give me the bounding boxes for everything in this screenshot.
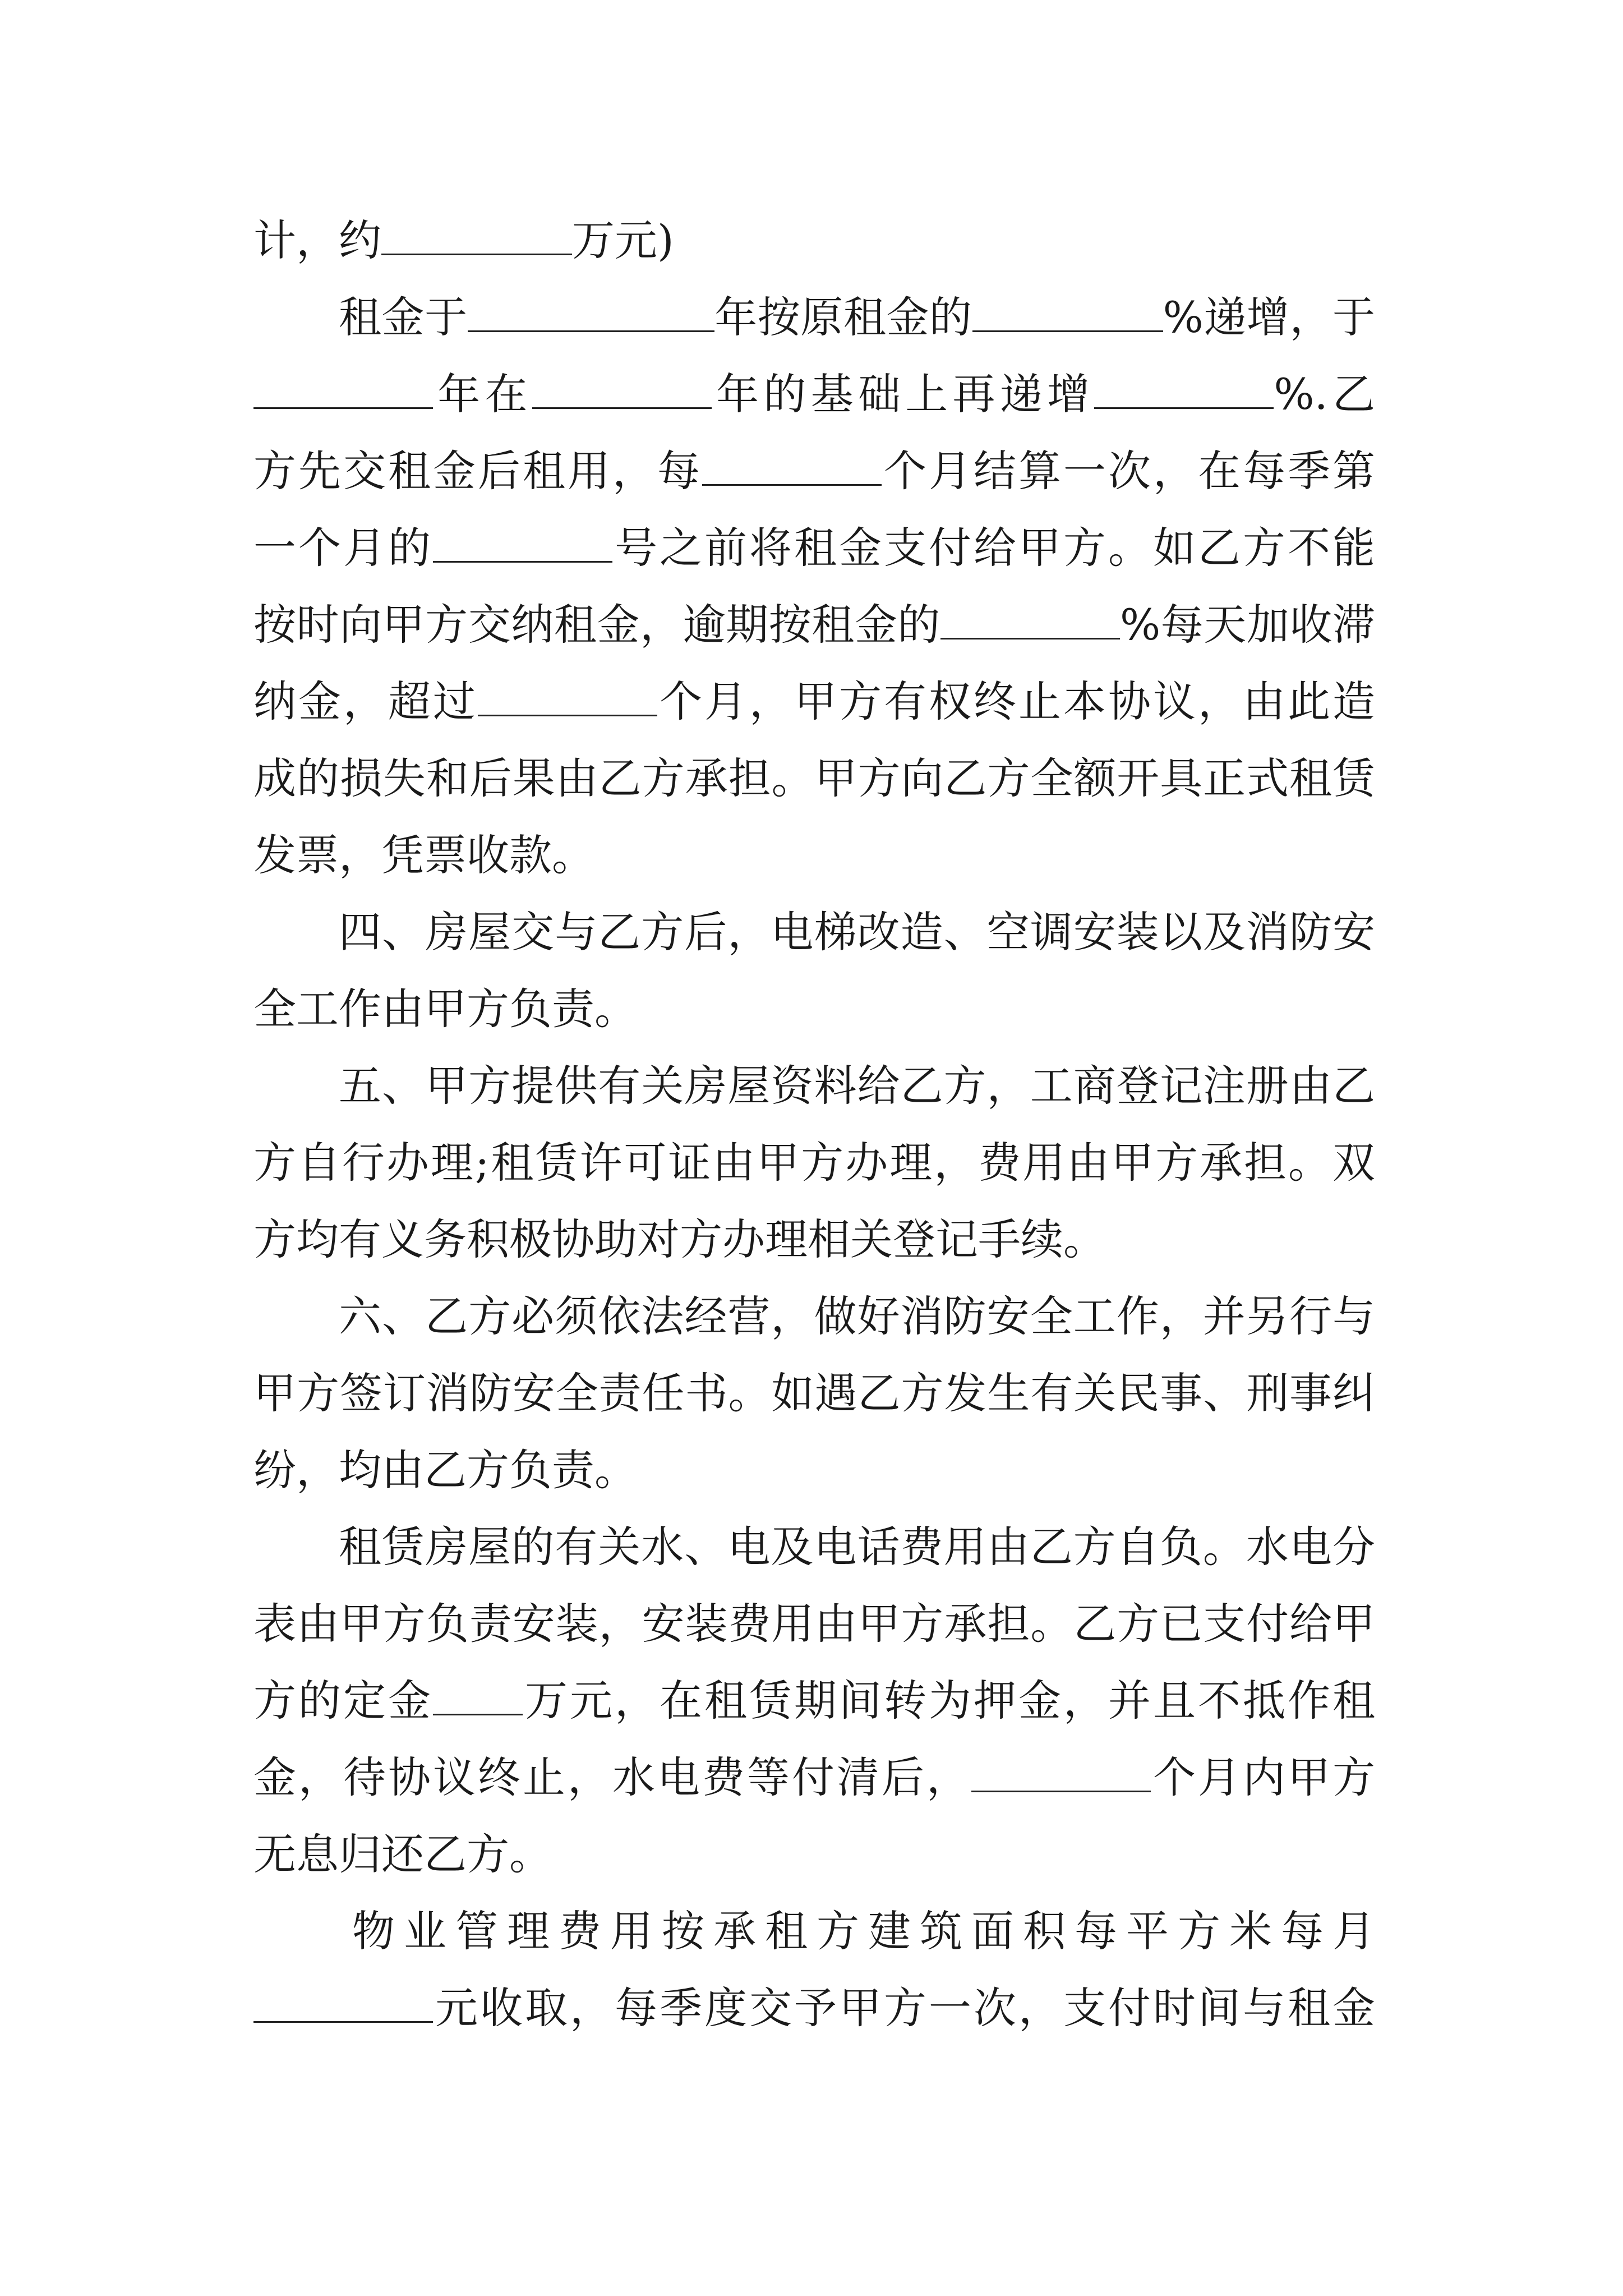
text-line: 租赁房屋的有关水、电及电话费用由乙方自负。水电分 [339,1522,1375,1572]
text-line: 物业管理费用按承租方建筑面积每平方米每月 [352,1906,1375,1956]
text-line: 四、房屋交与乙方后，电梯改造、空调安装以及消防安 [339,907,1375,957]
text-line: 纷，均由乙方负责。 [253,1445,637,1495]
fill-in-blank[interactable] [253,374,433,409]
text-line: 甲方签订消防安全责任书。如遇乙方发生有关民事、刑事纠 [253,1368,1375,1418]
fill-in-blank[interactable] [478,681,657,716]
text-line: 计，约 万元) [253,215,674,265]
text-line: 表由甲方负责安装，安装费用由甲方承担。乙方已支付给甲 [253,1599,1375,1649]
text-line: 方的定金 万元，在租赁期间转为押金，并且不抵作租 [253,1676,1375,1726]
text-line: 金，待协议终止，水电费等付清后， 个月内甲方 [253,1752,1375,1802]
text-line: 纳金，超过 个月，甲方有权终止本协议，由此造 [253,677,1375,726]
fill-in-blank[interactable] [1094,374,1274,409]
fill-in-blank[interactable] [971,1757,1151,1792]
fill-in-blank[interactable] [468,297,714,332]
fill-in-blank[interactable] [381,220,572,255]
fill-in-blank[interactable] [253,1987,433,2023]
text-line: 方先交租金后租用，每 个月结算一次，在每季第 [253,446,1375,496]
fill-in-blank[interactable] [940,604,1120,639]
text-line: 无息归还乙方。 [253,1829,552,1879]
text-line: 方自行办理;租赁许可证由甲方办理，费用由甲方承担。双 [253,1138,1375,1188]
fill-in-blank[interactable] [433,527,612,563]
fill-in-blank[interactable] [433,1680,523,1715]
text-line: 全工作由甲方负责。 [253,984,637,1034]
text-line: 租金于 年按原租金的 %递增，于 [339,292,1376,342]
fill-in-blank[interactable] [972,297,1163,332]
fill-in-blank[interactable] [532,374,712,409]
fill-in-blank[interactable] [702,450,882,486]
text-line: 发票，凭票收款。 [253,830,594,880]
text-line: 按时向甲方交纳租金，逾期按租金的 %每天加收滞 [253,600,1376,650]
text-line: 五、甲方提供有关房屋资料给乙方，工商登记注册由乙 [339,1061,1375,1111]
text-line: 元收取，每季度交予甲方一次，支付时间与租金 [253,1970,1375,2046]
contract-text [253,202,1375,2046]
text-line: 年在 年的基础上再递增 %.乙 [253,356,1375,432]
text-line: 成的损失和后果由乙方承担。甲方向乙方全额开具正式租赁 [253,753,1375,803]
text-line: 六、乙方必须依法经营，做好消防安全工作，并另行与 [339,1291,1375,1341]
text-line: 方均有义务积极协助对方办理相关登记手续。 [253,1214,1106,1264]
text-line: 一个月的 号之前将租金支付给甲方。如乙方不能 [253,523,1375,573]
